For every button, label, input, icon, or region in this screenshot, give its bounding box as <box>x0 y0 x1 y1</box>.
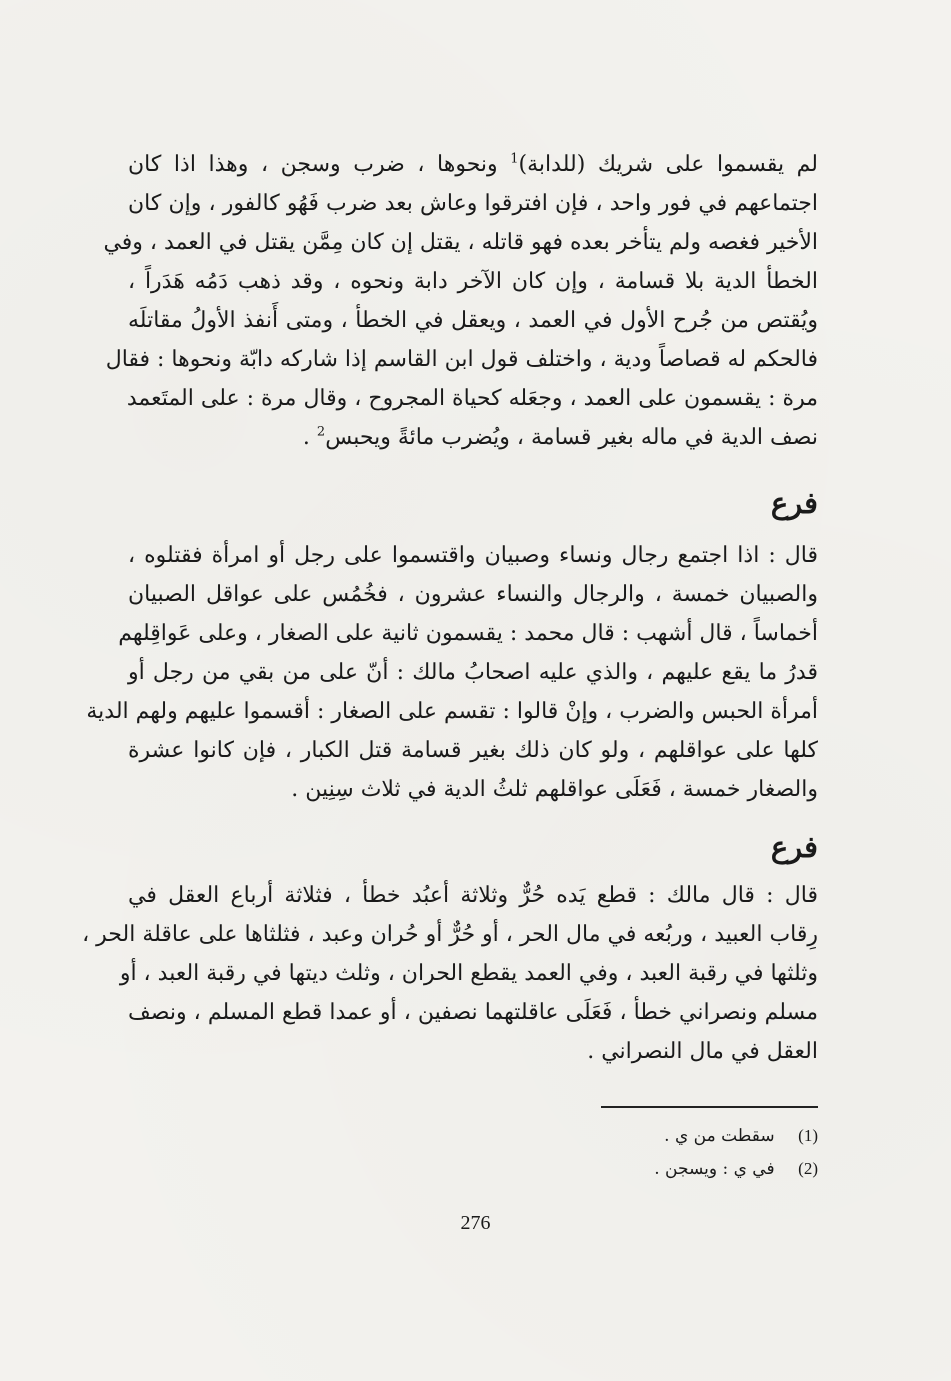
paragraph-1-line-8: نصف الدية في ماله بغير قسامة ، ويُضرب مائةً ويحبس$^2$ . <box>302 424 818 450</box>
paragraph-1-line-2: اجتماعهم في فور واحد ، فإن افترقوا وعاش بعد ضرب فَهُو كالفور ، وإن كان <box>128 191 818 216</box>
paragraph-2-line-2: والصبيان خمسة ، والرجال والنساء عشرون ، فخُمُس على عواقل الصبيان <box>128 582 818 607</box>
footnote-ref-2: 2 <box>316 424 326 440</box>
footnote-1 <box>418 1119 818 1152</box>
section-heading-1: فرع <box>770 486 818 520</box>
footnote-text: سقطت من ي . <box>664 1126 775 1146</box>
paragraph-2-line-5: أمرأة الحبس والضرب ، وإنْ قالوا : تقسم على الصغار : أقسموا عليهم ولهم الدية <box>86 699 818 724</box>
paragraph-1-line-4: الخطأ الدية بلا قسامة ، وإن كان الآخر دابة ونحوه ، وقد ذهب دَمُه هَدَراً ، <box>128 269 818 294</box>
paragraph-2-line-3: أخماساً ، قال أشهب : قال محمد : يقسمون ثانية على الصغار ، وعلى عَواقِلهم <box>118 621 818 646</box>
footnote-divider <box>601 1106 818 1108</box>
footnote-text: في ي : ويسجن . <box>654 1159 775 1179</box>
footnote-number: (2) <box>798 1159 818 1178</box>
footnote-number: (1) <box>798 1126 818 1145</box>
paragraph-3-line-1: قال : قال مالك : قطع يَده حُرٌّ وثلاثة أعبُد خطأ ، فثلاثة أرباع العقل في <box>128 883 818 908</box>
paragraph-1-line-5: ويُقتص من جُرح الأول في العمد ، ويعقل في الخطأ ، ومتى أَنفذ الأولُ مقاتلَه <box>128 308 818 333</box>
paragraph-2-line-4: قدرُ ما يقع عليهم ، والذي عليه اصحابُ مالك : أنّ على من بقي من رجل أو <box>128 660 818 685</box>
paragraph-1-line-7: مرة : يقسمون على العمد ، وجعَله كحياة المجروح ، وقال مرة : على المتَعمد <box>126 386 818 411</box>
paragraph-2 <box>86 536 818 809</box>
paragraph-1-line-1: لم يقسموا على شريك (للدابة)$^1$ ونحوها ، ضرب وسجن ، وهذا اذا كان <box>128 151 819 177</box>
paragraph-2-line-6: كلها على عواقلهم ، ولو كان ذلك بغير قسامة قتل الكبار ، فإن كانوا عشرة <box>128 738 818 763</box>
paragraph-1-line-6: فالحكم له قصاصاً ودية ، واختلف قول ابن القاسم إذا شاركه دابّة ونحوها : فقال <box>105 347 818 372</box>
paragraph-3 <box>82 876 818 1071</box>
paragraph-2-line-1: قال : اذا اجتمع رجال ونساء وصبيان واقتسموا على رجل أو امرأة فقتلوه ، <box>128 543 818 568</box>
page-number: 276 <box>460 1212 491 1234</box>
section-heading-2: فرع <box>770 830 818 864</box>
paragraph-3-line-2: رِقاب العبيد ، وربُعه في مال الحر ، أو حُرٌّ أو حُران وعبد ، فثلثاها على عاقلة الحر ، <box>82 922 818 947</box>
footnote-2 <box>418 1152 818 1185</box>
footnotes <box>418 1119 818 1185</box>
paragraph-2-line-7: والصغار خمسة ، فَعَلَى عواقلهم ثلثُ الدية في ثلاث سِنِين . <box>291 777 818 802</box>
paragraph-3-line-5: العقل في مال النصراني . <box>587 1039 818 1064</box>
paragraph-1 <box>103 145 819 457</box>
paragraph-1-line-3: الأخير فغصه ولم يتأخر بعده فهو قاتله ، يقتل إن كان مِمَّن يقتل في العمد ، وفي <box>103 230 818 255</box>
paragraph-3-line-4: مسلم ونصراني خطأ ، فَعَلَى عاقلتهما نصفين ، أو عمدا قطع المسلم ، ونصف <box>128 1000 818 1025</box>
footnote-ref-1: 1 <box>510 151 519 167</box>
paragraph-3-line-3: وثلثها في رقبة العبد ، وفي العمد يقطع الحران ، وثلث ديتها في رقبة العبد ، أو <box>119 961 818 986</box>
